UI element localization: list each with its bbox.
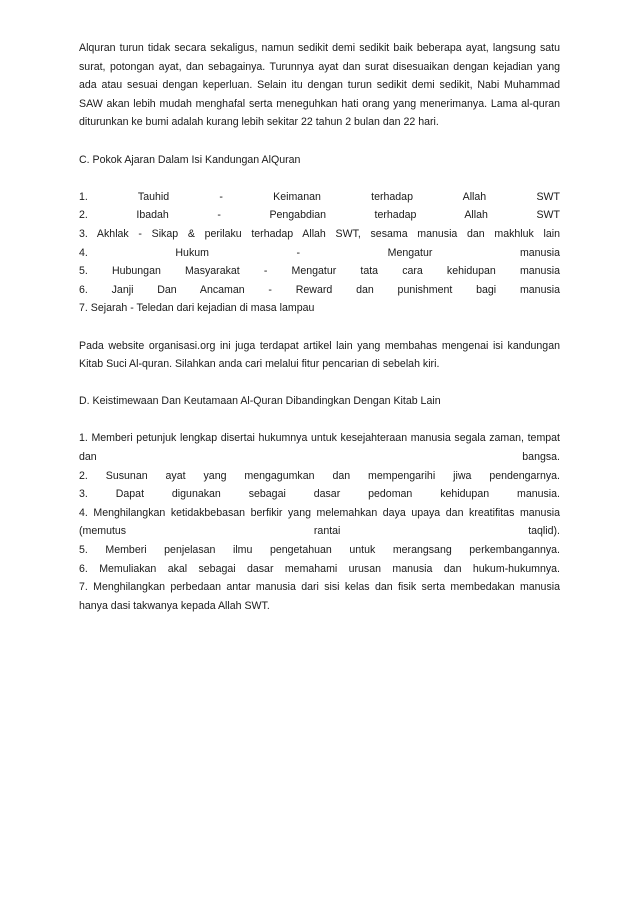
list-line: dan bangsa. [79, 451, 560, 464]
section-d-heading: D. Keistimewaan Dan Keutamaan Al-Quran Dibandingkan Dengan Kitab Lain [79, 395, 441, 408]
section-c-heading: C. Pokok Ajaran Dalam Isi Kandungan AlQuran [79, 153, 301, 166]
list-line: 6. Memuliakan akal sebagai dasar memahami urusan manusia dan hukum-hukumnya. [79, 562, 560, 575]
list-item: 5. Hubungan Masyarakat - Mengatur tata cara kehidupan manusia [79, 265, 560, 278]
intro-line: diturunkan ke bumi adalah kurang lebih sekitar 22 tahun 2 bulan dan 22 hari. [79, 116, 439, 129]
list-item: 1. Tauhid - Keimanan terhadap Allah SWT [79, 190, 560, 203]
website-note-line: Pada website organisasi.org ini juga terdapat artikel lain yang membahas mengenai isi kandungan [79, 339, 560, 352]
list-line: 4. Menghilangkan ketidakbebasan berfikir yang melemahkan daya upaya dan kreatifitas manusia [79, 506, 560, 519]
list-item: 7. Sejarah - Teledan dari kejadian di masa lampau [79, 302, 315, 315]
list-line: (memutus rantai taqlid). [79, 525, 560, 538]
website-note-line: Kitab Suci Al-quran. Silahkan anda cari melalui fitur pencarian di sebelah kiri. [79, 358, 440, 371]
list-item: 6. Janji Dan Ancaman - Reward dan punishment bagi manusia [79, 283, 560, 296]
list-line: 2. Susunan ayat yang mengagumkan dan mempengarihi jiwa pendengarnya. [79, 469, 560, 482]
list-line: 7. Menghilangkan perbedaan antar manusia dari sisi kelas dan fisik serta membedakan manusia [79, 581, 560, 594]
list-line: 5. Memberi penjelasan ilmu pengetahuan untuk merangsang perkembangannya. [79, 544, 560, 557]
list-item: 2. Ibadah - Pengabdian terhadap Allah SWT [79, 209, 560, 222]
list-item: 3. Akhlak - Sikap & perilaku terhadap Allah SWT, sesama manusia dan makhluk lain [79, 227, 560, 240]
list-item: 4. Hukum - Mengatur manusia [79, 246, 560, 259]
list-line: 1. Memberi petunjuk lengkap disertai hukumnya untuk kesejahteraan manusia segala zaman, tempat [79, 432, 560, 445]
list-line: 3. Dapat digunakan sebagai dasar pedoman kehidupan manusia. [79, 488, 560, 501]
list-line: hanya dasi takwanya kepada Allah SWT. [79, 599, 270, 612]
document-page [79, 39, 560, 615]
intro-line: ada atau sesuai dengan keperluan. Selain itu dengan turun sedikit demi sedikit, Nabi Muhammad [79, 79, 560, 92]
intro-line: surat, potongan ayat, dan sebagainya. Turunnya ayat dan surat disesuaikan dengan kejadian yang [79, 60, 560, 73]
intro-line: Alquran turun tidak secara sekaligus, namun sedikit demi sedikit baik beberapa ayat, langsung satu [79, 42, 560, 54]
intro-line: SAW akan lebih mudah menghafal serta meneguhkan hati orang yang menerimanya. Lama al-quran [79, 97, 560, 110]
